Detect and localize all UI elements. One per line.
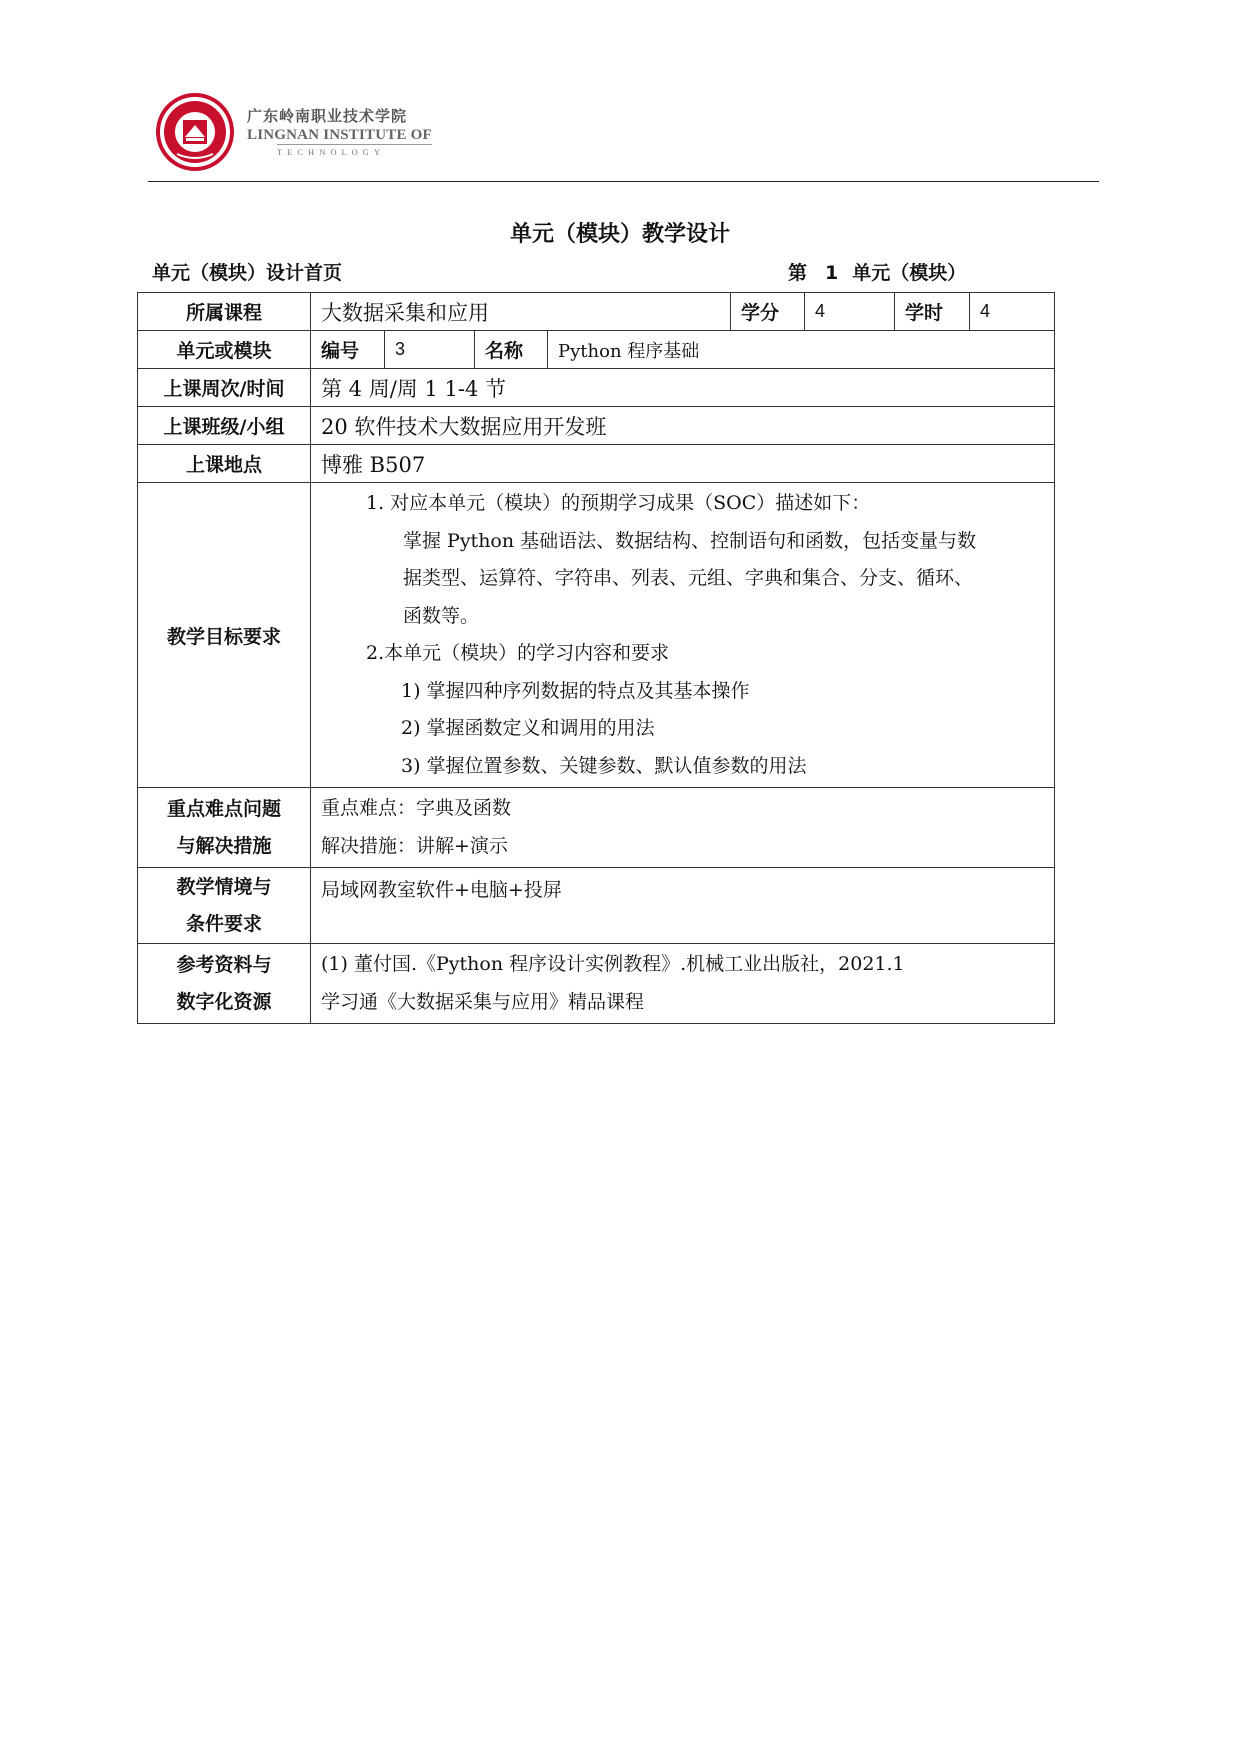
table-row bbox=[138, 483, 1055, 788]
refs-line-2: 学习通《大数据采集与应用》精品课程 bbox=[321, 990, 645, 1013]
table-row bbox=[138, 944, 1055, 1024]
place-value: 博雅 B507 bbox=[311, 445, 1055, 483]
org-name-en: LINGNAN INSTITUTE OF bbox=[247, 127, 432, 143]
unit-suffix: 单元（模块） bbox=[852, 262, 967, 284]
hours-label: 学时 bbox=[895, 293, 970, 331]
context-content bbox=[311, 868, 1055, 944]
subheader-right bbox=[788, 260, 966, 286]
time-label: 上课周次/时间 bbox=[138, 369, 311, 407]
letterhead bbox=[155, 92, 475, 172]
objective-item-1-line-2: 据类型、运算符、字符串、列表、元组、字典和集合、分支、循环、 bbox=[403, 567, 974, 589]
objective-sub-item-1: 1) 掌握四种序列数据的特点及其基本操作 bbox=[401, 679, 750, 702]
objectives-content bbox=[311, 483, 1055, 788]
table-row bbox=[138, 407, 1055, 445]
difficulty-label bbox=[138, 788, 311, 868]
unit-prefix: 第 bbox=[788, 262, 808, 284]
difficulty-line-2: 解决措施：讲解+演示 bbox=[321, 834, 508, 857]
objective-item-2: 2.本单元（模块）的学习内容和要求 bbox=[366, 642, 670, 664]
header-divider bbox=[148, 181, 1099, 182]
objective-item-1-line-3: 函数等。 bbox=[403, 604, 480, 627]
context-value: 局域网教室软件+电脑+投屏 bbox=[321, 879, 562, 901]
org-name bbox=[247, 106, 432, 158]
difficulty-line-1: 重点难点：字典及函数 bbox=[321, 797, 512, 819]
objective-sub-item-2: 2) 掌握函数定义和调用的用法 bbox=[401, 717, 655, 739]
subheader-left: 单元（模块）设计首页 bbox=[152, 262, 343, 284]
class-value: 20 软件技术大数据应用开发班 bbox=[311, 407, 1055, 445]
time-value: 第 4 周/周 1 1-4 节 bbox=[311, 369, 1055, 407]
refs-label-line-1: 参考资料与 bbox=[176, 953, 272, 976]
table-row bbox=[138, 868, 1055, 944]
org-name-en-line2: TECHNOLOGY bbox=[277, 144, 432, 158]
id-value: 3 bbox=[385, 331, 475, 369]
table-row bbox=[138, 788, 1055, 868]
refs-label bbox=[138, 944, 311, 1024]
name-value: Python 程序基础 bbox=[548, 331, 1055, 369]
difficulty-content bbox=[311, 788, 1055, 868]
refs-content bbox=[311, 944, 1055, 1024]
difficulty-label-line-1: 重点难点问题 bbox=[166, 797, 281, 820]
org-name-cn: 广东岭南职业技术学院 bbox=[247, 107, 408, 125]
context-label bbox=[138, 868, 311, 944]
context-label-line-2: 条件要求 bbox=[185, 912, 262, 935]
class-label: 上课班级/小组 bbox=[138, 407, 311, 445]
refs-label-line-2: 数字化资源 bbox=[176, 990, 272, 1013]
objectives-label: 教学目标要求 bbox=[138, 483, 311, 788]
credit-value: 4 bbox=[805, 293, 895, 331]
place-label: 上课地点 bbox=[138, 445, 311, 483]
unit-number: 1 bbox=[825, 262, 839, 284]
page-title: 单元（模块）教学设计 bbox=[509, 222, 730, 247]
course-value: 大数据采集和应用 bbox=[311, 293, 731, 331]
id-label: 编号 bbox=[311, 331, 385, 369]
refs-line-1: (1) 董付国.《Python 程序设计实例教程》.机械工业出版社，2021.1 bbox=[321, 953, 905, 975]
table-row bbox=[138, 369, 1055, 407]
table-row bbox=[138, 331, 1055, 369]
objective-sub-item-3: 3) 掌握位置参数、关键参数、默认值参数的用法 bbox=[401, 754, 807, 777]
hours-value: 4 bbox=[970, 293, 1055, 331]
unit-label: 单元或模块 bbox=[138, 331, 311, 369]
context-label-line-1: 教学情境与 bbox=[176, 875, 272, 898]
course-label: 所属课程 bbox=[138, 293, 311, 331]
design-table bbox=[137, 292, 1055, 1024]
table-row bbox=[138, 445, 1055, 483]
credit-label: 学分 bbox=[731, 293, 805, 331]
name-label: 名称 bbox=[475, 331, 548, 369]
table-row bbox=[138, 293, 1055, 331]
difficulty-label-line-2: 与解决措施 bbox=[176, 834, 272, 857]
objective-item-1: 1. 对应本单元（模块）的预期学习成果（SOC）描述如下： bbox=[366, 492, 871, 514]
school-logo-icon bbox=[155, 92, 235, 172]
objective-item-1-line-1: 掌握 Python 基础语法、数据结构、控制语句和函数，包括变量与数 bbox=[403, 529, 977, 552]
